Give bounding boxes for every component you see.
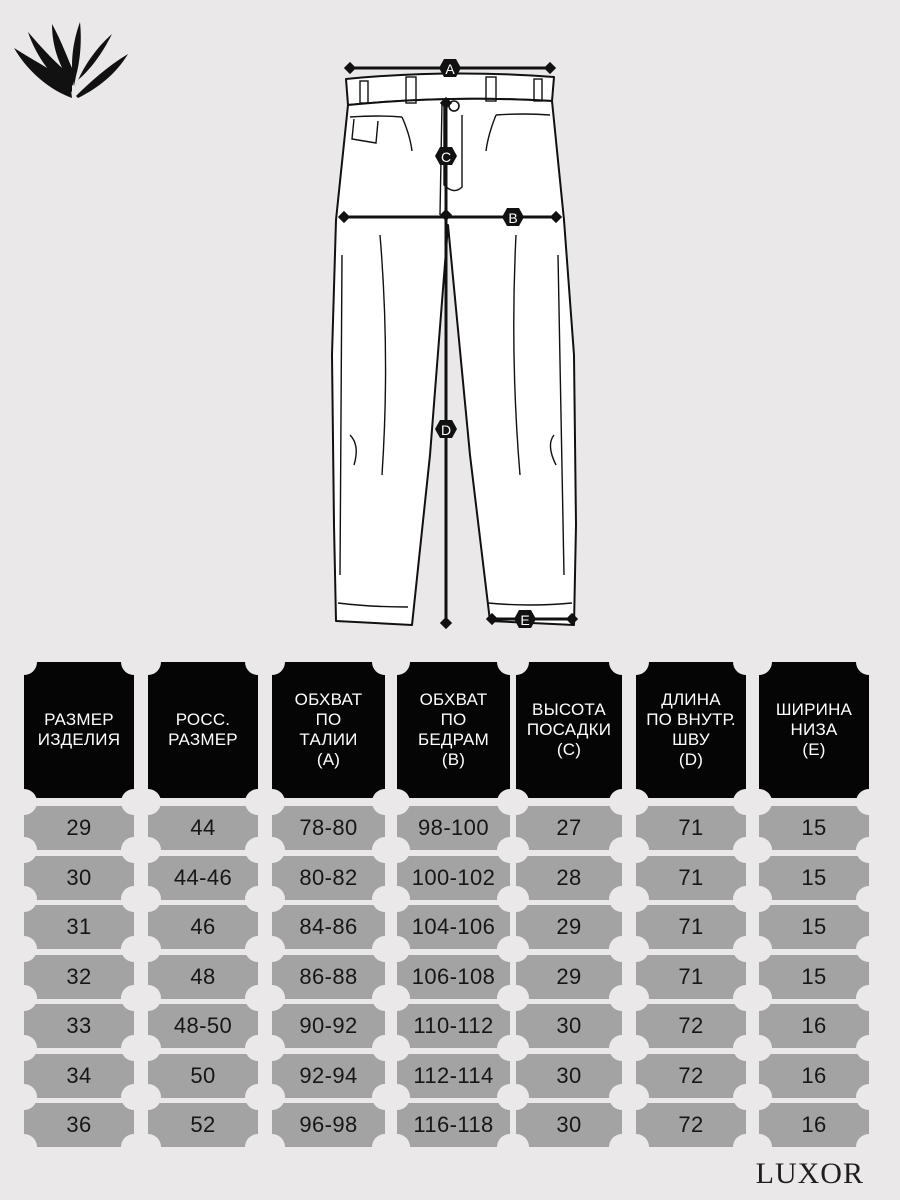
cell-notch — [11, 1084, 37, 1110]
column-header-label: ОБХВАТ ПО ТАЛИИ (A) — [294, 690, 363, 769]
table-cell — [516, 1103, 622, 1147]
cell-notch — [623, 837, 649, 863]
cell-notch — [384, 1134, 410, 1160]
cell-notch — [856, 985, 882, 1011]
cell-notch — [623, 1035, 649, 1061]
table-cell — [148, 905, 258, 949]
cell-notch — [259, 985, 285, 1011]
table-cell-value: 71 — [678, 815, 704, 840]
table-cell — [397, 806, 510, 850]
table-cell-value: 46 — [190, 914, 216, 939]
column-header — [636, 662, 746, 798]
table-cell-value: 116-118 — [413, 1112, 494, 1137]
measure-label-d — [435, 420, 457, 438]
cell-notch — [503, 936, 529, 962]
svg-text:C: C — [440, 149, 452, 165]
svg-text:A: A — [445, 61, 455, 77]
cell-notch — [746, 936, 772, 962]
column-header-label: РОСС. РАЗМЕР — [168, 710, 238, 749]
table-cell — [272, 806, 385, 850]
table-cell — [272, 1054, 385, 1098]
cell-notch — [135, 789, 161, 815]
cell-notch — [503, 1134, 529, 1160]
cell-notch — [503, 837, 529, 863]
table-cell-value: 16 — [801, 1062, 827, 1088]
cell-notch — [746, 837, 772, 863]
table-cell — [516, 905, 622, 949]
table-cell — [636, 1004, 746, 1048]
table-cell — [148, 1054, 258, 1098]
cell-notch — [503, 886, 529, 912]
cell-notch — [856, 789, 882, 815]
table-cell-value: 30 — [66, 864, 92, 890]
table-cell-value: 30 — [556, 1062, 582, 1088]
table-cell-value: 52 — [190, 1112, 216, 1137]
cell-notch — [623, 936, 649, 962]
table-cell-value: 34 — [66, 1062, 92, 1088]
cell-notch — [623, 985, 649, 1011]
cell-notch — [259, 649, 285, 675]
cell-notch — [259, 1134, 285, 1160]
cell-notch — [11, 936, 37, 962]
table-cell — [24, 905, 134, 949]
cell-notch — [11, 837, 37, 863]
table-cell — [636, 856, 746, 900]
cell-notch — [11, 789, 37, 815]
column-header-label: ВЫСОТА ПОСАДКИ (C) — [526, 700, 612, 759]
cell-notch — [384, 936, 410, 962]
table-cell — [272, 955, 385, 999]
cell-notch — [11, 985, 37, 1011]
column-header-label: ОБХВАТ ПО БЕДРАМ (B) — [418, 690, 489, 769]
table-cell-value: 72 — [678, 1062, 704, 1088]
cell-notch — [135, 936, 161, 962]
cell-notch — [135, 837, 161, 863]
brand-logo-icon — [10, 20, 130, 100]
cell-notch — [503, 649, 529, 675]
cell-notch — [856, 936, 882, 962]
table-cell-value: 48-50 — [173, 1013, 233, 1038]
table-cell-value: 50 — [190, 1062, 216, 1088]
cell-notch — [623, 1134, 649, 1160]
table-cell — [759, 1103, 869, 1147]
table-cell — [397, 1054, 510, 1098]
table-cell-value: 86-88 — [299, 963, 358, 989]
cell-notch — [503, 1035, 529, 1061]
svg-text:E: E — [520, 612, 530, 628]
cell-notch — [384, 1035, 410, 1061]
table-cell-value: 32 — [66, 963, 92, 989]
table-cell-value: 98-100 — [418, 815, 489, 840]
cell-notch — [746, 649, 772, 675]
table-cell-value: 27 — [556, 815, 582, 840]
jeans-diagram — [320, 55, 580, 635]
table-cell-value: 48 — [190, 963, 216, 989]
table-cell-value: 33 — [66, 1013, 92, 1038]
cell-notch — [259, 789, 285, 815]
cell-notch — [384, 837, 410, 863]
table-cell — [759, 1004, 869, 1048]
size-table — [24, 662, 869, 1152]
table-cell-value: 80-82 — [299, 864, 358, 890]
table-cell-value: 110-112 — [413, 1013, 494, 1038]
column-header — [759, 662, 869, 798]
table-cell-value: 16 — [801, 1112, 827, 1137]
cell-notch — [384, 649, 410, 675]
cell-notch — [623, 789, 649, 815]
column-header — [397, 662, 510, 798]
cell-notch — [623, 1084, 649, 1110]
table-cell — [24, 806, 134, 850]
table-cell — [759, 955, 869, 999]
table-cell-value: 90-92 — [299, 1013, 358, 1038]
cell-notch — [746, 886, 772, 912]
table-cell — [759, 806, 869, 850]
table-cell-value: 112-114 — [413, 1062, 494, 1088]
cell-notch — [503, 1084, 529, 1110]
table-cell — [272, 905, 385, 949]
table-cell-value: 16 — [801, 1013, 827, 1038]
table-cell — [272, 1004, 385, 1048]
table-cell-value: 15 — [801, 815, 827, 840]
table-cell-value: 30 — [556, 1013, 582, 1038]
table-cell — [24, 856, 134, 900]
svg-text:B: B — [508, 210, 518, 226]
table-cell — [636, 1054, 746, 1098]
column-header — [24, 662, 134, 798]
table-cell — [636, 1103, 746, 1147]
table-cell-value: 15 — [801, 963, 827, 989]
cell-notch — [746, 789, 772, 815]
table-cell — [24, 1004, 134, 1048]
cell-notch — [384, 789, 410, 815]
table-cell-value: 78-80 — [299, 815, 358, 840]
cell-notch — [259, 1035, 285, 1061]
cell-notch — [259, 886, 285, 912]
cell-notch — [746, 985, 772, 1011]
svg-text:D: D — [440, 422, 452, 438]
cell-notch — [746, 1134, 772, 1160]
cell-notch — [746, 1084, 772, 1110]
table-cell — [397, 1004, 510, 1048]
column-header — [148, 662, 258, 798]
column-header — [516, 662, 622, 798]
table-cell-value: 72 — [678, 1013, 704, 1038]
cell-notch — [135, 1134, 161, 1160]
cell-notch — [856, 837, 882, 863]
table-cell — [24, 955, 134, 999]
column-header-label: ДЛИНА ПО ВНУТР. ШВУ (D) — [646, 690, 736, 769]
table-cell-value: 92-94 — [299, 1062, 358, 1088]
table-cell — [148, 806, 258, 850]
table-cell-value: 104-106 — [411, 914, 496, 939]
table-cell-value: 15 — [801, 864, 827, 890]
table-cell — [516, 856, 622, 900]
cell-notch — [135, 1035, 161, 1061]
cell-notch — [11, 649, 37, 675]
table-cell-value: 29 — [556, 914, 582, 939]
table-cell — [148, 955, 258, 999]
table-cell-value: 96-98 — [299, 1112, 358, 1137]
table-cell-value: 71 — [678, 914, 704, 939]
cell-notch — [259, 936, 285, 962]
cell-notch — [384, 1084, 410, 1110]
cell-notch — [856, 1084, 882, 1110]
cell-notch — [856, 1035, 882, 1061]
table-cell-value: 28 — [556, 864, 582, 890]
table-cell — [636, 955, 746, 999]
table-cell-value: 29 — [66, 815, 92, 840]
table-cell-value: 71 — [678, 864, 704, 890]
table-cell — [148, 1103, 258, 1147]
cell-notch — [259, 837, 285, 863]
table-cell-value: 106-108 — [411, 963, 496, 989]
table-cell — [636, 806, 746, 850]
table-cell — [24, 1054, 134, 1098]
cell-notch — [623, 649, 649, 675]
table-cell-value: 100-102 — [411, 864, 496, 890]
column-header-label: РАЗМЕР ИЗДЕЛИЯ — [37, 710, 121, 749]
cell-notch — [11, 1134, 37, 1160]
table-cell-value: 29 — [556, 963, 582, 989]
table-cell-value: 72 — [678, 1112, 704, 1137]
table-cell — [759, 856, 869, 900]
cell-notch — [259, 1084, 285, 1110]
table-cell — [397, 856, 510, 900]
table-cell-value: 30 — [556, 1112, 582, 1137]
cell-notch — [856, 649, 882, 675]
cell-notch — [384, 985, 410, 1011]
table-cell — [272, 856, 385, 900]
cell-notch — [503, 789, 529, 815]
cell-notch — [384, 886, 410, 912]
table-cell — [516, 955, 622, 999]
table-cell-value: 84-86 — [299, 914, 358, 939]
brand-wordmark: LUXOR — [755, 1157, 864, 1190]
table-cell — [397, 1103, 510, 1147]
cell-notch — [135, 1084, 161, 1110]
cell-notch — [856, 886, 882, 912]
cell-notch — [11, 1035, 37, 1061]
table-cell — [516, 806, 622, 850]
table-cell — [148, 856, 258, 900]
table-cell — [759, 1054, 869, 1098]
table-cell — [397, 955, 510, 999]
table-cell-value: 36 — [66, 1112, 92, 1137]
cell-notch — [135, 649, 161, 675]
table-cell — [24, 1103, 134, 1147]
table-cell — [148, 1004, 258, 1048]
table-cell-value: 71 — [678, 963, 704, 989]
table-cell-value: 31 — [66, 914, 92, 939]
table-cell — [397, 905, 510, 949]
table-cell-value: 44 — [190, 815, 216, 840]
table-cell — [516, 1004, 622, 1048]
cell-notch — [623, 886, 649, 912]
cell-notch — [503, 985, 529, 1011]
cell-notch — [746, 1035, 772, 1061]
table-cell-value: 15 — [801, 914, 827, 939]
cell-notch — [135, 886, 161, 912]
column-header-label: ШИРИНА НИЗА (E) — [775, 700, 853, 759]
table-cell — [272, 1103, 385, 1147]
cell-notch — [11, 886, 37, 912]
column-header — [272, 662, 385, 798]
table-cell — [516, 1054, 622, 1098]
table-cell — [759, 905, 869, 949]
cell-notch — [135, 985, 161, 1011]
cell-notch — [856, 1134, 882, 1160]
table-cell-value: 44-46 — [173, 864, 233, 890]
table-cell — [636, 905, 746, 949]
